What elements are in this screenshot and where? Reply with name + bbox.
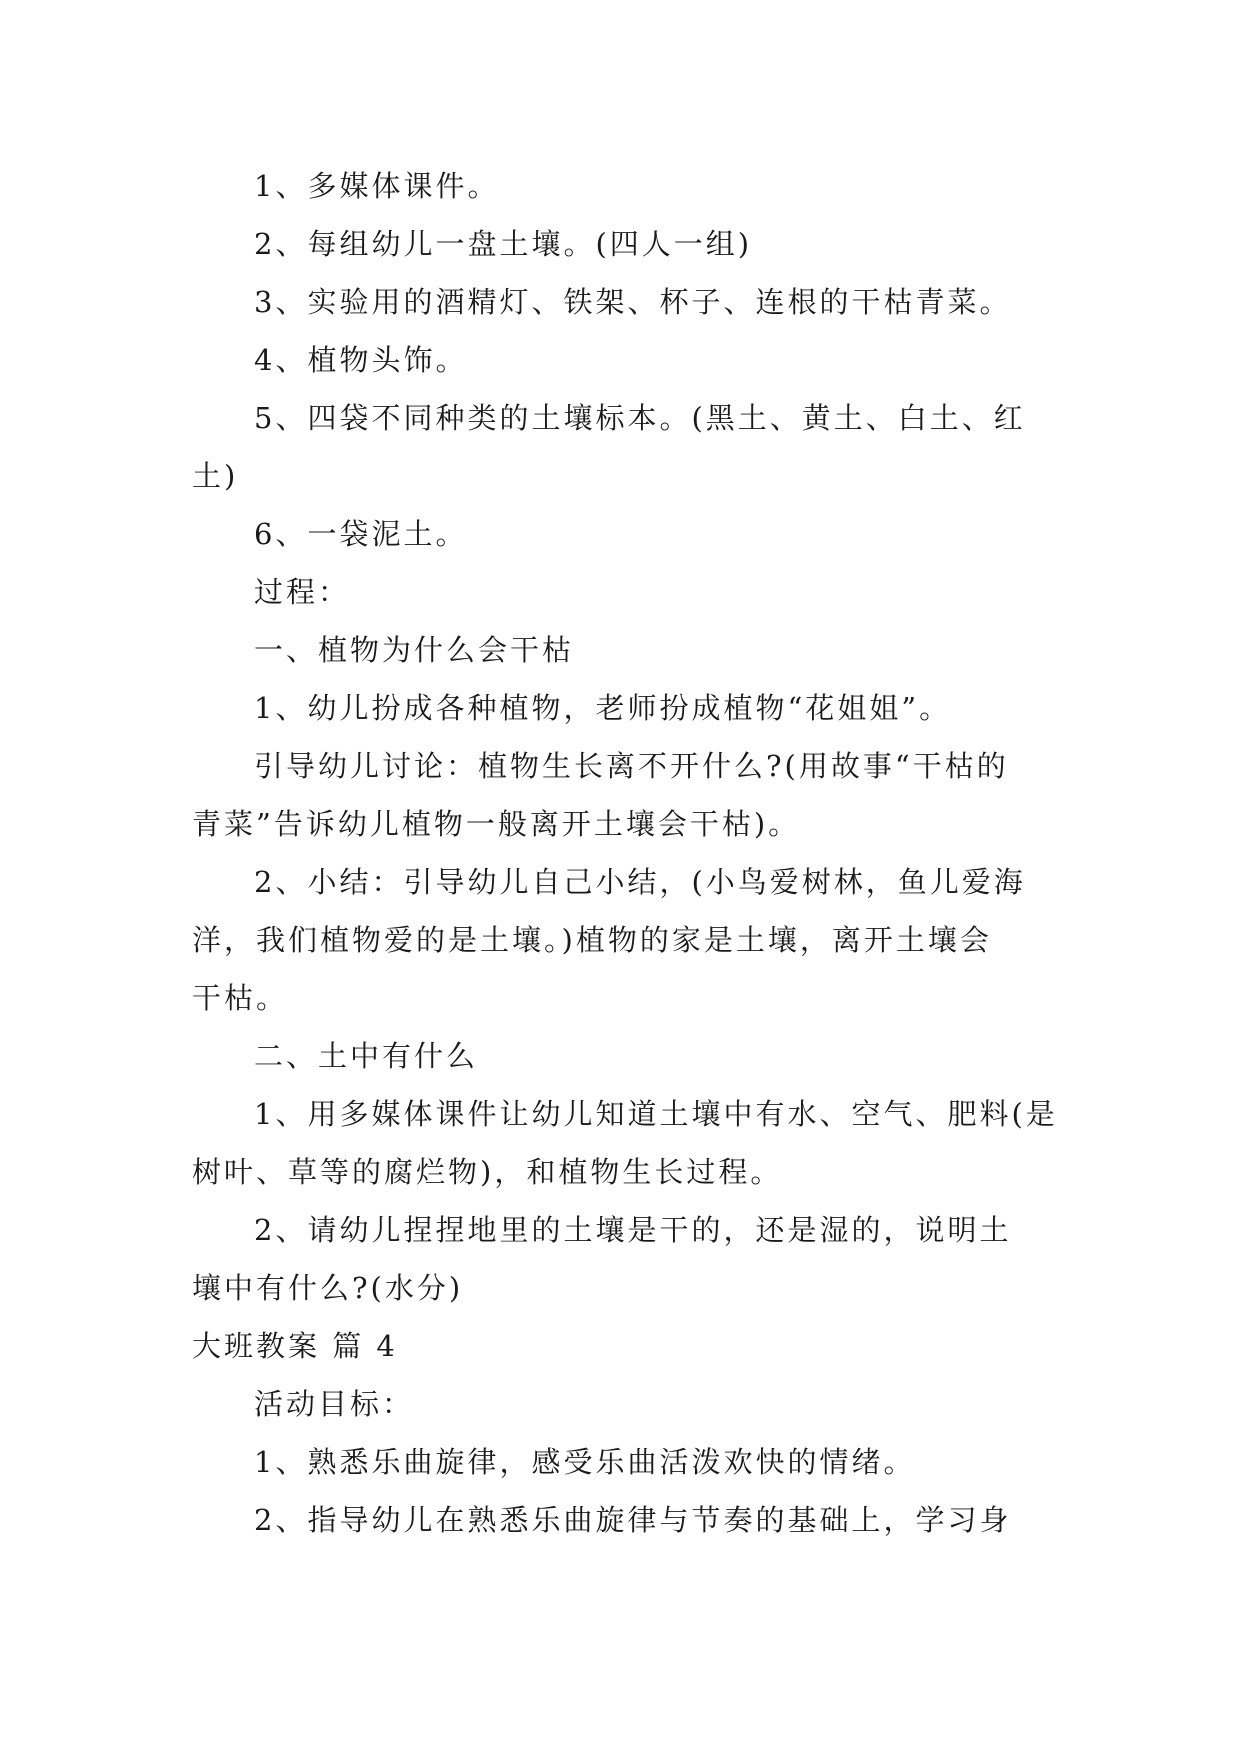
paragraph-line: 引导幼儿讨论：植物生长离不开什么?(用故事“干枯的 xyxy=(254,749,1009,783)
materials-item-2: 2、每组幼儿一盘土壤。(四人一组) xyxy=(254,227,753,261)
materials-item-5: 5、四袋不同种类的土壤标本。(黑土、黄土、白土、红 xyxy=(254,401,1026,435)
paragraph-line: 树叶、草等的腐烂物)，和植物生长过程。 xyxy=(192,1155,783,1189)
paragraph-line: 青菜”告诉幼儿植物一般离开土壤会干枯)。 xyxy=(192,807,801,841)
objective-item-2: 2、指导幼儿在熟悉乐曲旋律与节奏的基础上，学习身 xyxy=(254,1503,1012,1537)
materials-item-4: 4、植物头饰。 xyxy=(254,343,468,377)
section-heading-2: 二、土中有什么 xyxy=(254,1039,479,1073)
paragraph-line: 干枯。 xyxy=(192,981,289,1015)
paragraph-line: 2、请幼儿捏捏地里的土壤是干的，还是湿的，说明土 xyxy=(254,1213,1012,1247)
materials-item-6: 6、一袋泥土。 xyxy=(254,517,468,551)
paragraph-line: 洋，我们植物爱的是土壤。)植物的家是土壤，离开土壤会 xyxy=(192,923,992,957)
paragraph-line: 2、小结：引导幼儿自己小结，(小鸟爱树林，鱼儿爱海 xyxy=(254,865,1026,899)
materials-item-1: 1、多媒体课件。 xyxy=(254,169,500,203)
process-heading: 过程： xyxy=(254,575,351,609)
section-heading-1: 一、植物为什么会干枯 xyxy=(254,633,575,667)
materials-item-5-continued: 土) xyxy=(192,459,239,493)
paragraph-line: 1、幼儿扮成各种植物，老师扮成植物“花姐姐”。 xyxy=(254,691,952,725)
objective-item-1: 1、熟悉乐曲旋律，感受乐曲活泼欢快的情绪。 xyxy=(254,1445,916,1479)
article-title: 大班教案 篇 4 xyxy=(192,1329,398,1363)
paragraph-line: 壤中有什么?(水分) xyxy=(192,1271,464,1305)
paragraph-line: 1、用多媒体课件让幼儿知道土壤中有水、空气、肥料(是 xyxy=(254,1097,1058,1131)
materials-item-3: 3、实验用的酒精灯、铁架、杯子、连根的干枯青菜。 xyxy=(254,285,1012,319)
objectives-heading: 活动目标： xyxy=(254,1387,415,1421)
